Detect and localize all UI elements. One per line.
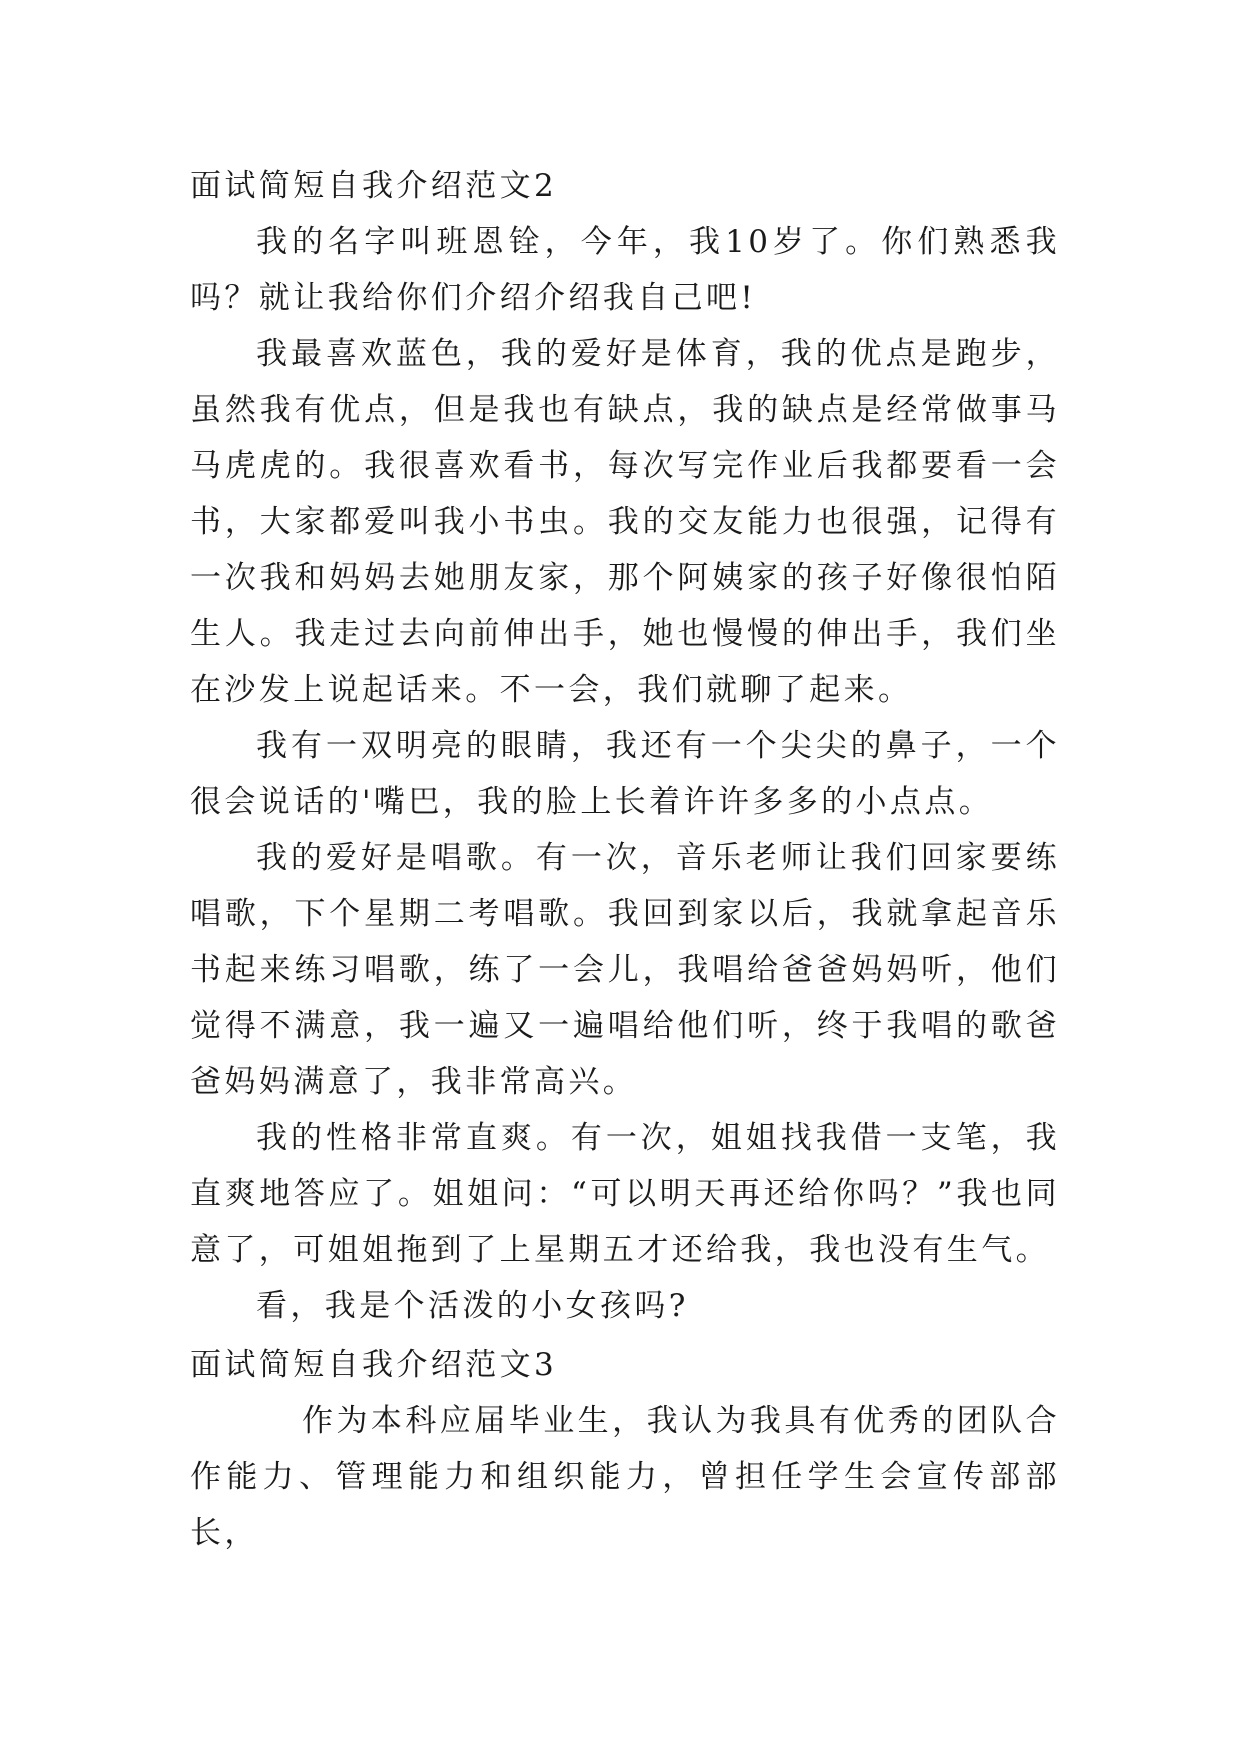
paragraph: 看，我是个活泼的小女孩吗? — [256, 1288, 689, 1324]
paragraph: 我最喜欢蓝色，我的爱好是体育，我的优点是跑步，虽然我有优点，但是我也有缺点，我的缺点是经常做事马马虎虎的。我很喜欢看书，每次写完作业后我都要看一会书，大家都爱叫我小书虫。我的交友能力也很强，记得有一次我和妈妈去她朋友家，那个阿姨家的孩子好像很怕陌生人。我走过去向前伸出手，她也慢慢的伸出手，我们坐在沙发上说起话来。不一会，我们就聊了起来。 — [190, 336, 1060, 708]
section-example-3 — [190, 1337, 1060, 1561]
paragraph: 作为本科应届毕业生，我认为我具有优秀的团队合作能力、管理能力和组织能力，曾担任学生会宣传部部长， — [190, 1403, 1060, 1551]
section-heading: 面试简短自我介绍范文2 — [190, 168, 558, 204]
paragraph: 我的性格非常直爽。有一次，姐姐找我借一支笔，我直爽地答应了。姐姐问：“可以明天再还给你吗？”我也同意了，可姐姐拖到了上星期五才还给我，我也没有生气。 — [190, 1120, 1060, 1268]
section-example-2 — [190, 158, 1060, 1334]
document-body — [190, 158, 1060, 1561]
paragraph: 我的爱好是唱歌。有一次，音乐老师让我们回家要练唱歌，下个星期二考唱歌。我回到家以后，我就拿起音乐书起来练习唱歌，练了一会儿，我唱给爸爸妈妈听，他们觉得不满意，我一遍又一遍唱给他们听，终于我唱的歌爸爸妈妈满意了，我非常高兴。 — [190, 840, 1060, 1100]
paragraph: 我有一双明亮的眼睛，我还有一个尖尖的鼻子，一个很会说话的'嘴巴，我的脸上长着许许多多的小点点。 — [190, 728, 1060, 820]
paragraph: 我的名字叫班恩铨，今年，我10岁了。你们熟悉我吗？就让我给你们介绍介绍我自己吧! — [190, 224, 1060, 316]
section-heading: 面试简短自我介绍范文3 — [190, 1347, 558, 1383]
